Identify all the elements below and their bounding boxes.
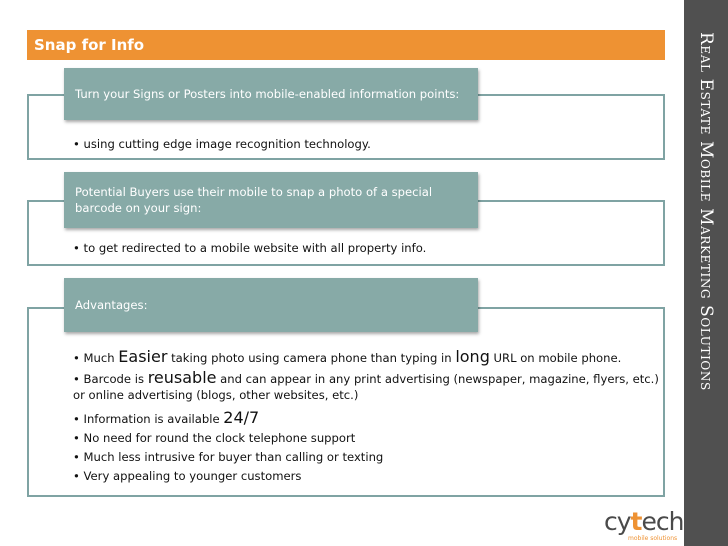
advantage-easier-post: URL on mobile phone. <box>489 351 622 365</box>
advantage-available <box>73 408 663 429</box>
advantage-easier <box>73 347 663 368</box>
advantages-list <box>73 347 663 486</box>
advantage-easier-mid: taking photo using camera phone than typing in <box>167 351 456 365</box>
advantage-reusable <box>73 370 663 403</box>
section-2-bullet: • to get redirected to a mobile website with all property info. <box>73 241 427 255</box>
advantage-available-pre: • Information is available <box>73 412 224 426</box>
advantage-appealing: • Very appealing to younger customers <box>73 469 302 483</box>
section-2-header-text: Potential Buyers use their mobile to snap a photo of a special barcode on your sign: <box>75 185 433 215</box>
logo <box>604 508 683 536</box>
advantage-reusable-pre: • Barcode is <box>73 372 148 386</box>
advantage-intrusive: • Much less intrusive for buyer than calling or texting <box>73 450 384 464</box>
page-title: Snap for Info <box>34 36 145 54</box>
advantage-available-emphasis: 24/7 <box>223 408 260 427</box>
section-3-header <box>64 278 478 332</box>
logo-part-1: cy <box>604 507 631 536</box>
section-2-header <box>64 172 478 228</box>
logo-part-2: t <box>630 507 642 536</box>
advantage-reusable-post: and can appear in any print advertising (newspaper, magazine, flyers, etc.) or online advertising (blogs, other websites, etc.) <box>73 372 659 402</box>
section-3-header-text: Advantages: <box>75 298 148 312</box>
side-title <box>684 0 728 546</box>
section-1-bullet: • using cutting edge image recognition technology. <box>73 137 371 151</box>
logo-subtitle: mobile solutions <box>628 535 678 542</box>
side-title-text: Real Estate Mobile Marketing Solutions <box>696 32 716 391</box>
logo-part-3: ech <box>641 507 684 536</box>
advantage-reusable-emphasis: reusable <box>147 368 217 387</box>
section-1-header-text: Turn your Signs or Posters into mobile-enabled information points: <box>75 87 460 101</box>
advantage-easier-emphasis: Easier <box>118 347 168 366</box>
advantage-easier-pre: • Much <box>73 351 119 365</box>
section-1-header <box>64 68 478 120</box>
advantage-support: • No need for round the clock telephone support <box>73 431 356 445</box>
title-bar <box>27 30 665 60</box>
advantage-long-emphasis: long <box>455 347 490 366</box>
